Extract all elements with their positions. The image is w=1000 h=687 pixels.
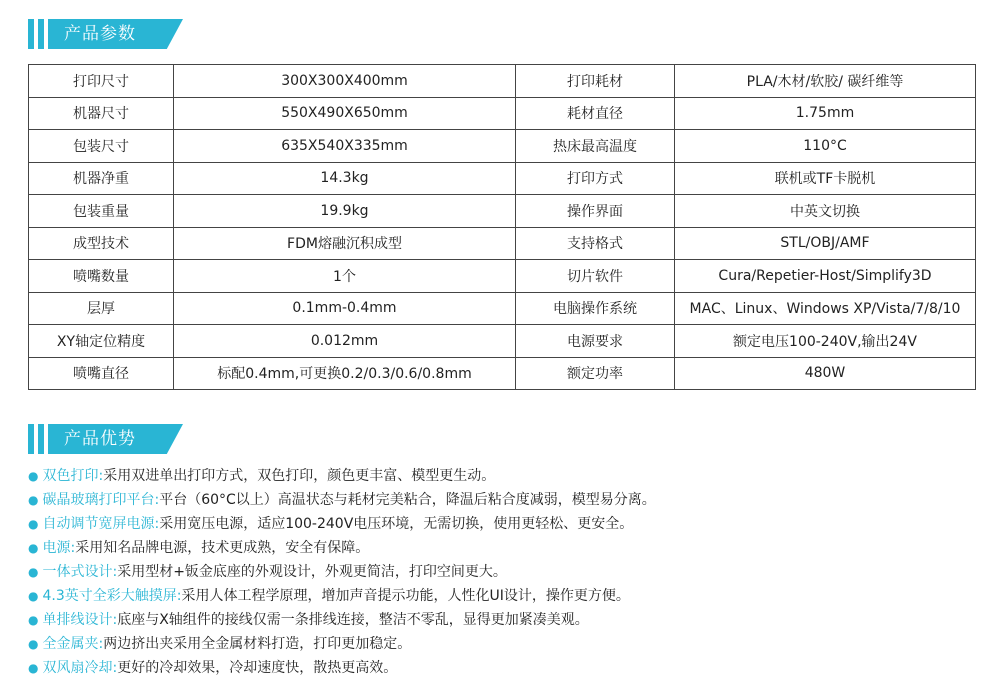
param-label: 机器尺寸	[29, 97, 174, 130]
list-item	[28, 632, 656, 656]
advantage-key: 双风扇冷却:	[42, 660, 118, 676]
advantages-list	[28, 464, 656, 680]
bullet-icon: ●	[28, 589, 39, 603]
bullet-icon: ●	[28, 469, 39, 483]
bullet-icon: ●	[28, 613, 39, 627]
param-label: 热床最高温度	[516, 130, 675, 163]
param-value: 1.75mm	[675, 97, 976, 130]
param-value: FDM熔融沉积成型	[174, 227, 516, 260]
param-value: 0.012mm	[174, 325, 516, 358]
advantage-key: 单排线设计:	[42, 612, 118, 628]
bullet-icon: ●	[28, 541, 39, 555]
advantage-text: 采用人体工程学原理，增加声音提示功能，人性化UI设计，操作更方便。	[181, 588, 630, 604]
header-accent-bar	[38, 424, 44, 454]
param-value: 300X300X400mm	[174, 65, 516, 98]
advantage-text: 采用宽压电源，适应100-240V电压环境，无需切换，使用更轻松、更安全。	[159, 516, 634, 532]
param-value: MAC、Linux、Windows XP/Vista/7/8/10	[675, 292, 976, 325]
param-label: 电脑操作系统	[516, 292, 675, 325]
param-label: 包装尺寸	[29, 130, 174, 163]
advantage-text: 更好的冷却效果，冷却速度快，散热更高效。	[117, 660, 398, 676]
list-item	[28, 488, 656, 512]
table-row	[29, 195, 976, 228]
header-accent-bar	[38, 19, 44, 49]
param-value: 14.3kg	[174, 162, 516, 195]
advantage-key: 碳晶玻璃打印平台:	[42, 492, 160, 508]
advantage-key: 电源:	[42, 540, 76, 556]
param-value: STL/OBJ/AMF	[675, 227, 976, 260]
param-label: 操作界面	[516, 195, 675, 228]
param-label: 打印方式	[516, 162, 675, 195]
param-value: 0.1mm-0.4mm	[174, 292, 516, 325]
list-item	[28, 560, 656, 584]
param-value: PLA/木材/软胶/ 碳纤维等	[675, 65, 976, 98]
param-label: 成型技术	[29, 227, 174, 260]
param-value: 标配0.4mm,可更换0.2/0.3/0.6/0.8mm	[174, 357, 516, 390]
table-row	[29, 227, 976, 260]
section-title: 产品参数	[64, 24, 136, 44]
params-table	[28, 64, 976, 390]
table-row	[29, 65, 976, 98]
param-value: 110°C	[675, 130, 976, 163]
table-row	[29, 325, 976, 358]
section-header-advantages	[28, 424, 188, 454]
param-label: 喷嘴直径	[29, 357, 174, 390]
list-item	[28, 656, 656, 680]
advantage-key: 一体式设计:	[42, 564, 118, 580]
advantage-text: 采用知名品牌电源，技术更成熟，安全有保障。	[75, 540, 370, 556]
section-title: 产品优势	[64, 429, 136, 449]
param-value: 480W	[675, 357, 976, 390]
advantage-text: 采用型材+钣金底座的外观设计，外观更简洁，打印空间更大。	[117, 564, 507, 580]
bullet-icon: ●	[28, 493, 39, 507]
param-value: 额定电压100-240V,输出24V	[675, 325, 976, 358]
header-accent-bar	[28, 424, 34, 454]
table-row	[29, 162, 976, 195]
advantage-text: 底座与X轴组件的接线仅需一条排线连接，整洁不零乱，显得更加紧凑美观。	[117, 612, 589, 628]
advantage-text: 两边挤出夹采用全金属材料打造，打印更加稳定。	[103, 636, 412, 652]
param-value: Cura/Repetier-Host/Simplify3D	[675, 260, 976, 293]
advantage-key: 自动调节宽屏电源:	[42, 516, 160, 532]
table-row	[29, 292, 976, 325]
table-row	[29, 357, 976, 390]
advantage-key: 双色打印:	[42, 468, 104, 484]
param-label: 打印耗材	[516, 65, 675, 98]
param-value: 19.9kg	[174, 195, 516, 228]
param-value: 550X490X650mm	[174, 97, 516, 130]
list-item	[28, 584, 656, 608]
table-row	[29, 260, 976, 293]
list-item	[28, 464, 656, 488]
bullet-icon: ●	[28, 517, 39, 531]
param-label: 打印尺寸	[29, 65, 174, 98]
table-row	[29, 130, 976, 163]
param-value: 1个	[174, 260, 516, 293]
advantage-key: 全金属夹:	[42, 636, 104, 652]
param-label: 切片软件	[516, 260, 675, 293]
list-item	[28, 512, 656, 536]
param-label: 电源要求	[516, 325, 675, 358]
param-value: 中英文切换	[675, 195, 976, 228]
bullet-icon: ●	[28, 565, 39, 579]
section-header-params	[28, 19, 188, 49]
advantage-key: 4.3英寸全彩大触摸屏:	[42, 588, 182, 604]
table-row	[29, 97, 976, 130]
param-label: 耗材直径	[516, 97, 675, 130]
list-item	[28, 608, 656, 632]
param-value: 联机或TF卡脱机	[675, 162, 976, 195]
param-label: 包装重量	[29, 195, 174, 228]
advantage-text: 采用双进单出打印方式，双色打印，颜色更丰富、模型更生动。	[103, 468, 496, 484]
bullet-icon: ●	[28, 661, 39, 675]
param-label: 额定功率	[516, 357, 675, 390]
param-value: 635X540X335mm	[174, 130, 516, 163]
param-label: 机器净重	[29, 162, 174, 195]
list-item	[28, 536, 656, 560]
param-label: 喷嘴数量	[29, 260, 174, 293]
param-label: XY轴定位精度	[29, 325, 174, 358]
param-label: 层厚	[29, 292, 174, 325]
bullet-icon: ●	[28, 637, 39, 651]
advantage-text: 平台（60°C以上）高温状态与耗材完美粘合，降温后粘合度减弱，模型易分离。	[159, 492, 656, 508]
header-accent-bar	[28, 19, 34, 49]
param-label: 支持格式	[516, 227, 675, 260]
